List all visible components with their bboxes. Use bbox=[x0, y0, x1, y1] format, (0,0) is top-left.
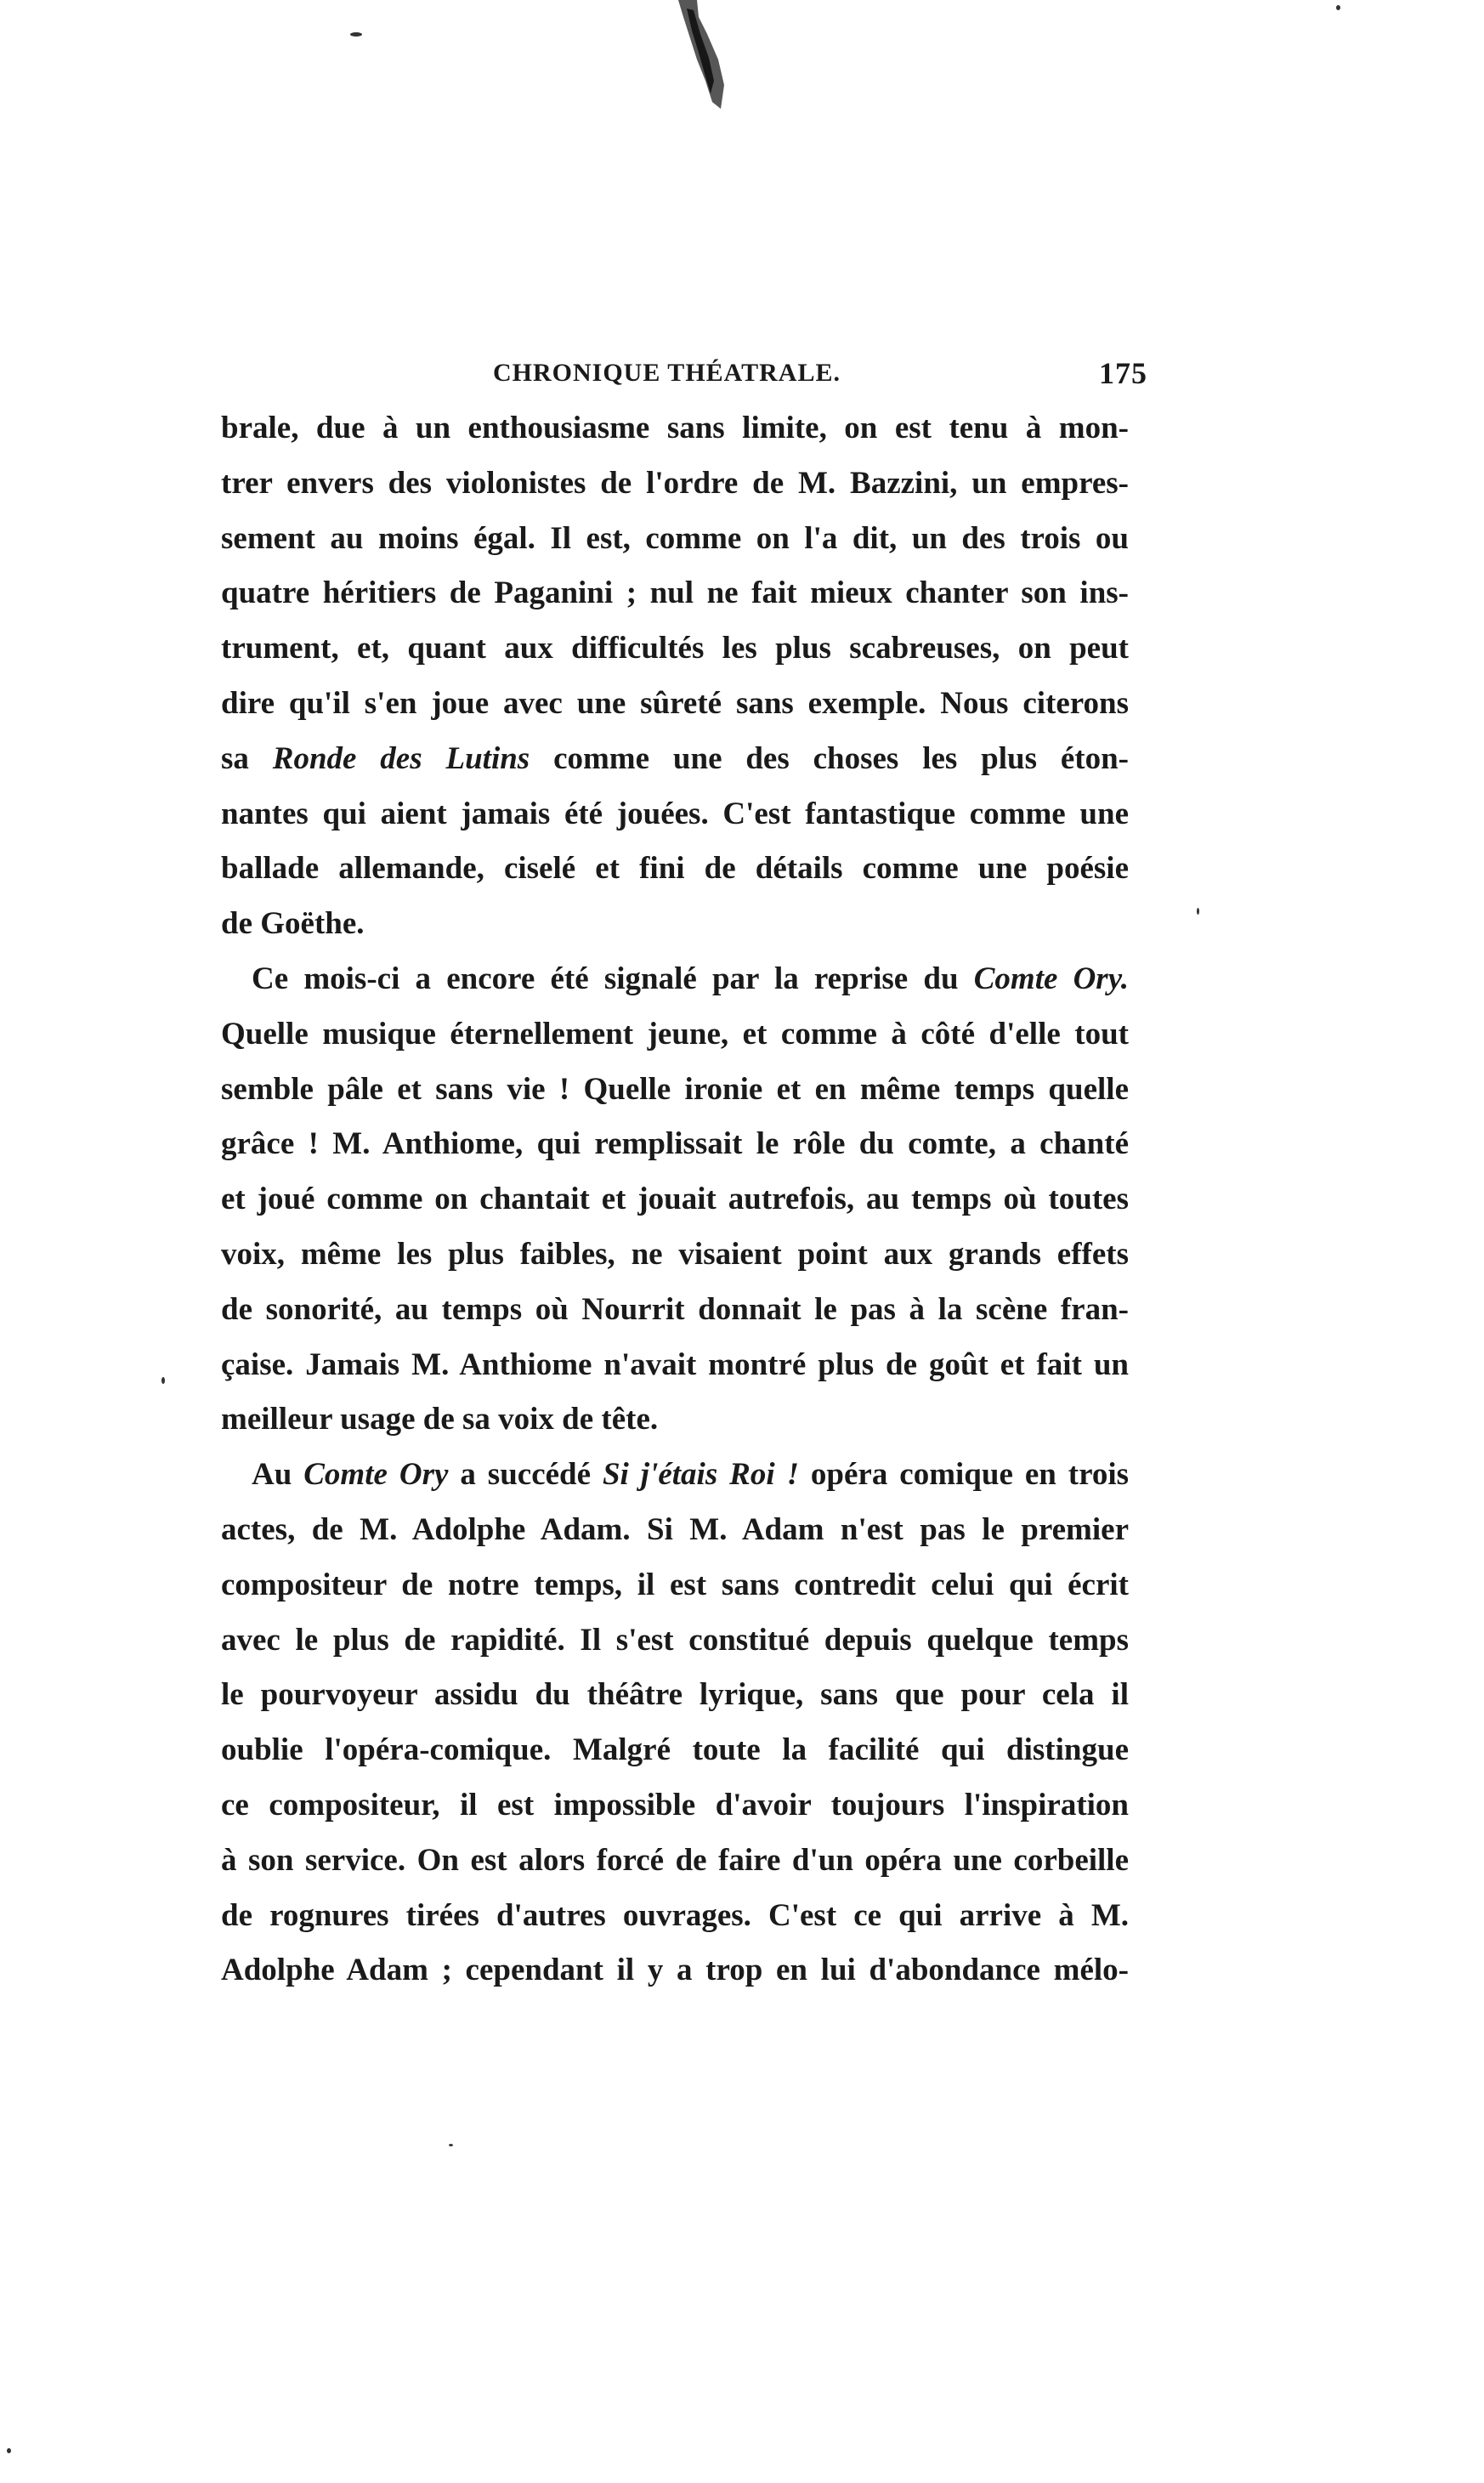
italic-title-text: Si j'étais Roi ! bbox=[602, 1457, 799, 1493]
page-number: 175 bbox=[1099, 356, 1147, 390]
text-line bbox=[221, 1503, 1129, 1558]
text-segment: opéra comique en trois bbox=[798, 1457, 1130, 1493]
text-line bbox=[221, 1943, 1129, 1998]
paper-speck bbox=[7, 2448, 11, 2453]
text-line bbox=[221, 1227, 1129, 1283]
text-line bbox=[221, 566, 1129, 621]
text-line bbox=[221, 1338, 1129, 1393]
text-segment: et joué comme on chantait et jouait autrefois, au temps où toutes bbox=[221, 1182, 1129, 1217]
text-segment: Quelle musique éternellement jeune, et comme à côté d'elle tout bbox=[221, 1016, 1129, 1052]
text-segment: actes, de M. Adolphe Adam. Si M. Adam n'est pas le premier bbox=[221, 1511, 1129, 1547]
text-segment: ballade allemande, ciselé et fini de détails comme une poésie bbox=[221, 851, 1129, 887]
text-line bbox=[221, 1448, 1129, 1503]
text-line bbox=[221, 456, 1129, 512]
text-segment: grâce ! M. Anthiome, qui remplissait le rôle du comte, a chanté bbox=[221, 1126, 1129, 1162]
text-segment: avec le plus de rapidité. Il s'est constitué depuis quelque temps bbox=[221, 1622, 1129, 1658]
text-segment: sement au moins égal. Il est, comme on l'a dit, un des trois ou bbox=[221, 520, 1129, 556]
text-segment: Adolphe Adam ; cependant il y a trop en lui d'abondance mélo- bbox=[221, 1953, 1129, 1988]
text-segment: comme une des choses les plus éton- bbox=[530, 740, 1129, 776]
text-segment: trument, et, quant aux difficultés les plus scabreuses, on peut bbox=[221, 631, 1129, 666]
text-segment: le pourvoyeur assidu du théâtre lyrique, sans que pour cela il bbox=[221, 1677, 1129, 1713]
text-line bbox=[221, 842, 1129, 897]
text-segment: ce compositeur, il est impossible d'avoir toujours l'inspiration bbox=[221, 1787, 1129, 1823]
text-segment: meilleur usage de sa voix de tête. bbox=[221, 1402, 659, 1437]
text-line bbox=[221, 1778, 1129, 1834]
text-segment: a succédé bbox=[448, 1457, 603, 1493]
text-line bbox=[221, 1558, 1129, 1613]
running-head-title: CHRONIQUE THÉATRALE. bbox=[493, 359, 841, 387]
text-line bbox=[221, 512, 1129, 567]
italic-title-text: Comte Ory. bbox=[973, 961, 1129, 996]
text-segment: à son service. On est alors forcé de faire d'un opéra une corbeille bbox=[221, 1842, 1129, 1878]
text-segment: trer envers des violonistes de l'ordre de M. Bazzini, un empres- bbox=[221, 465, 1129, 501]
paper-speck bbox=[350, 32, 362, 37]
text-line bbox=[221, 897, 1129, 952]
text-line bbox=[221, 1668, 1129, 1723]
text-segment: compositeur de notre temps, il est sans contredit celui qui écrit bbox=[221, 1567, 1129, 1602]
text-line bbox=[221, 787, 1129, 842]
text-line bbox=[221, 621, 1129, 677]
text-line bbox=[221, 401, 1129, 456]
text-segment: quatre héritiers de Paganini ; nul ne fait mieux chanter son ins- bbox=[221, 575, 1129, 611]
text-line bbox=[221, 952, 1129, 1007]
body-text bbox=[221, 401, 1129, 1998]
paper-speck bbox=[449, 2144, 453, 2146]
text-line bbox=[221, 732, 1129, 787]
italic-title-text: Ronde des Lutins bbox=[272, 740, 530, 776]
text-segment: oublie l'opéra-comique. Malgré toute la facilité qui distingue bbox=[221, 1732, 1129, 1768]
text-segment: Au bbox=[252, 1457, 304, 1493]
text-segment: brale, due à un enthousiasme sans limite, on est tenu à mon- bbox=[221, 411, 1129, 445]
paper-speck bbox=[161, 1377, 165, 1384]
text-line bbox=[221, 677, 1129, 732]
text-line bbox=[221, 1172, 1129, 1227]
text-line bbox=[221, 1117, 1129, 1172]
running-head bbox=[493, 356, 1147, 401]
text-line bbox=[221, 1007, 1129, 1063]
text-segment: nantes qui aient jamais été jouées. C'est fantastique comme une bbox=[221, 796, 1129, 831]
text-segment: çaise. Jamais M. Anthiome n'avait montré plus de goût et fait un bbox=[221, 1346, 1129, 1382]
text-segment: dire qu'il s'en joue avec une sûreté sans exemple. Nous citerons bbox=[221, 685, 1129, 721]
text-line bbox=[221, 1834, 1129, 1889]
text-segment: voix, même les plus faibles, ne visaient point aux grands effets bbox=[221, 1236, 1129, 1272]
text-segment: de rognures tirées d'autres ouvrages. C'est ce qui arrive à M. bbox=[221, 1897, 1129, 1933]
text-line bbox=[221, 1723, 1129, 1778]
text-segment: semble pâle et sans vie ! Quelle ironie et en même temps quelle bbox=[221, 1071, 1129, 1107]
text-line bbox=[221, 1392, 1129, 1448]
text-segment: de Goëthe. bbox=[221, 906, 365, 942]
paper-speck bbox=[1336, 5, 1340, 10]
text-line bbox=[221, 1889, 1129, 1944]
text-line bbox=[221, 1063, 1129, 1118]
italic-title-text: Comte Ory bbox=[303, 1457, 449, 1493]
text-line bbox=[221, 1283, 1129, 1338]
text-line bbox=[221, 1613, 1129, 1669]
text-segment: de sonorité, au temps où Nourrit donnait le pas à la scène fran- bbox=[221, 1291, 1129, 1327]
text-segment: sa bbox=[221, 740, 273, 776]
text-segment: Ce mois-ci a encore été signalé par la reprise du bbox=[252, 961, 974, 996]
ink-smudge-mark bbox=[671, 0, 739, 111]
paper-speck bbox=[1197, 908, 1199, 915]
